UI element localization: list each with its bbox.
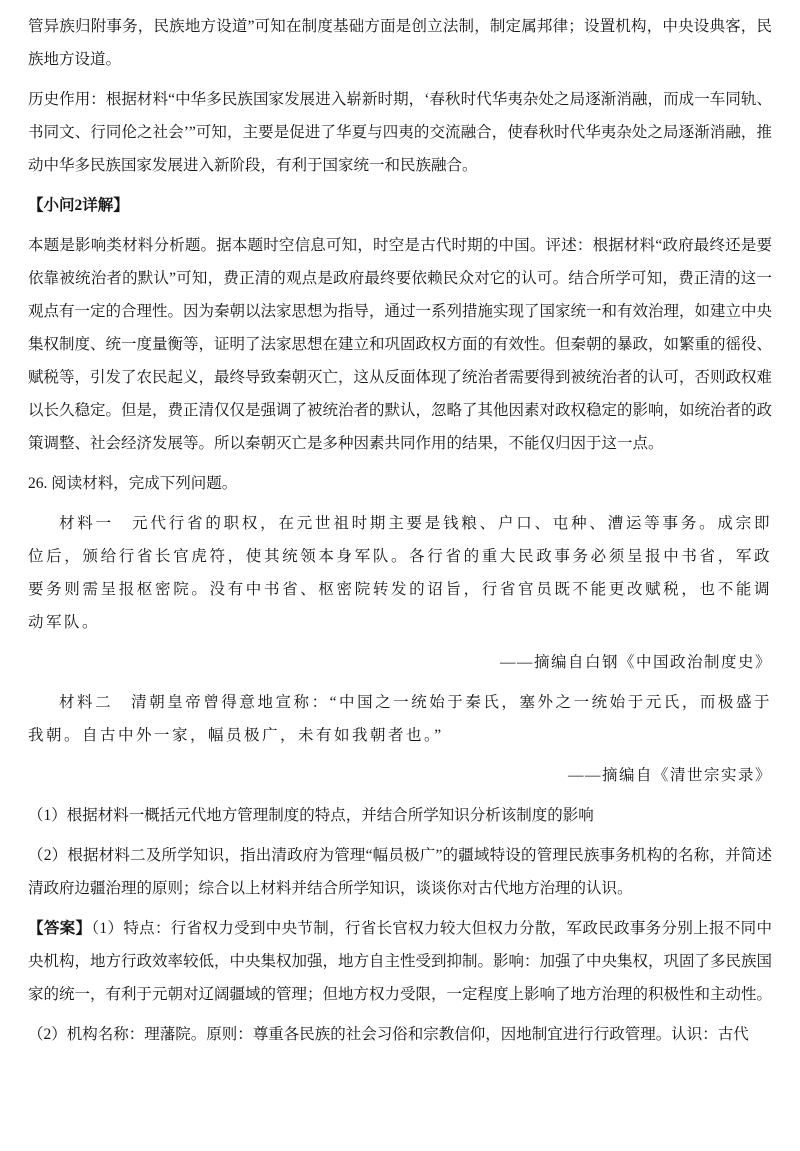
answer-part1-text: （1）特点：行省权力受到中央节制，行省长官权力较大但权力分散，军政民政事务分别上报不同中央机构，地方行政效率较低，中央集权加强，地方自主性受到抑制。影响：加强了中央集权，巩固了多民族国家的统一，有利于元朝对辽阔疆域的管理；但地方权力受限，一定程度上影响了地方治理的积极性和主动性。 [28,920,773,1003]
answer-part2-paragraph: （2）机构名称：理藩院。原则：尊重各民族的社会习俗和宗教信仰，因地制宜进行行政管理。认识：古代 [28,1026,749,1043]
answer-part1-paragraph [28,912,772,1011]
material-2-source: ——摘编自《清世宗实录》 [567,767,772,784]
historical-effect-paragraph: 历史作用：根据材料“中华多民族国家发展进入崭新时期，‘春秋时代华夷杂处之局逐渐消融，而成一车同轨、书同文、行同伦之社会’”可知，主要是促进了华夏与四夷的交流融合，使春秋时代华夷杂处之局逐渐消融，推动中华多民族国家发展进入新阶段，有利于国家统一和民族融合。 [28,91,772,174]
question-26-part2: （2）根据材料二及所学知识，指出清政府为管理“幅员极广”的疆域特设的管理民族事务机构的名称，并简述清政府边疆治理的原则；综合以上材料并结合所学知识，谈谈你对古代地方治理的认识。 [28,847,772,897]
answer-label: 【答案】 [28,920,92,937]
question-26-intro: 26. 阅读材料，完成下列问题。 [28,475,238,492]
subquestion2-analysis-paragraph: 本题是影响类材料分析题。据本题时空信息可知，时空是古代时期的中国。评述：根据材料“政府最终还是要依靠被统治者的默认”可知，费正清的观点是政府最终要依赖民众对它的认可。结合所学可知，费正清的这一观点有一定的合理性。因为秦朝以法家思想为指导，通过一系列措施实现了国家统一和有效治理，如建立中央集权制度、统一度量衡等，证明了法家思想在建立和巩固政权方面的有效性。但秦朝的暴政，如繁重的徭役、赋税等，引发了农民起义，最终导致秦朝灭亡，这从反面体现了统治者需要得到被统治者的认可，否则政权难以长久稳定。但是，费正清仅仅是强调了被统治者的默认，忽略了其他因素对政权稳定的影响，如统治者的政策调整、社会经济发展等。所以秦朝灭亡是多种因素共同作用的结果，不能仅归因于这一点。 [28,237,773,452]
subquestion2-label: 【小问2详解】 [28,197,129,214]
question-26-part1: （1）根据材料一概括元代地方管理制度的特点，并结合所学知识分析该制度的影响 [28,807,594,824]
material-1-source: ——摘编自白钢《中国政治制度史》 [499,654,772,671]
material-1-paragraph: 材料一 元代行省的职权，在元世祖时期主要是钱粮、户口、屯种、漕运等事务。成宗即位后，颁给行省长官虎符，使其统领本身军队。各行省的重大民政事务必须呈报中书省，军政要务则需呈报枢密院。没有中书省、枢密院转发的诏旨，行省官员既不能更改赋税，也不能调动军队。 [28,515,772,631]
material-2-paragraph: 材料二 清朝皇帝曾得意地宣称：“中国之一统始于秦氏，塞外之一统始于元氏，而极盛于我朝。自古中外一家，幅员极广，未有如我朝者也。” [28,694,772,744]
answer-continuation-paragraph: 管异族归附事务，民族地方设道”可知在制度基础方面是创立法制，制定属邦律；设置机构，中央设典客，民族地方设道。 [28,18,772,68]
